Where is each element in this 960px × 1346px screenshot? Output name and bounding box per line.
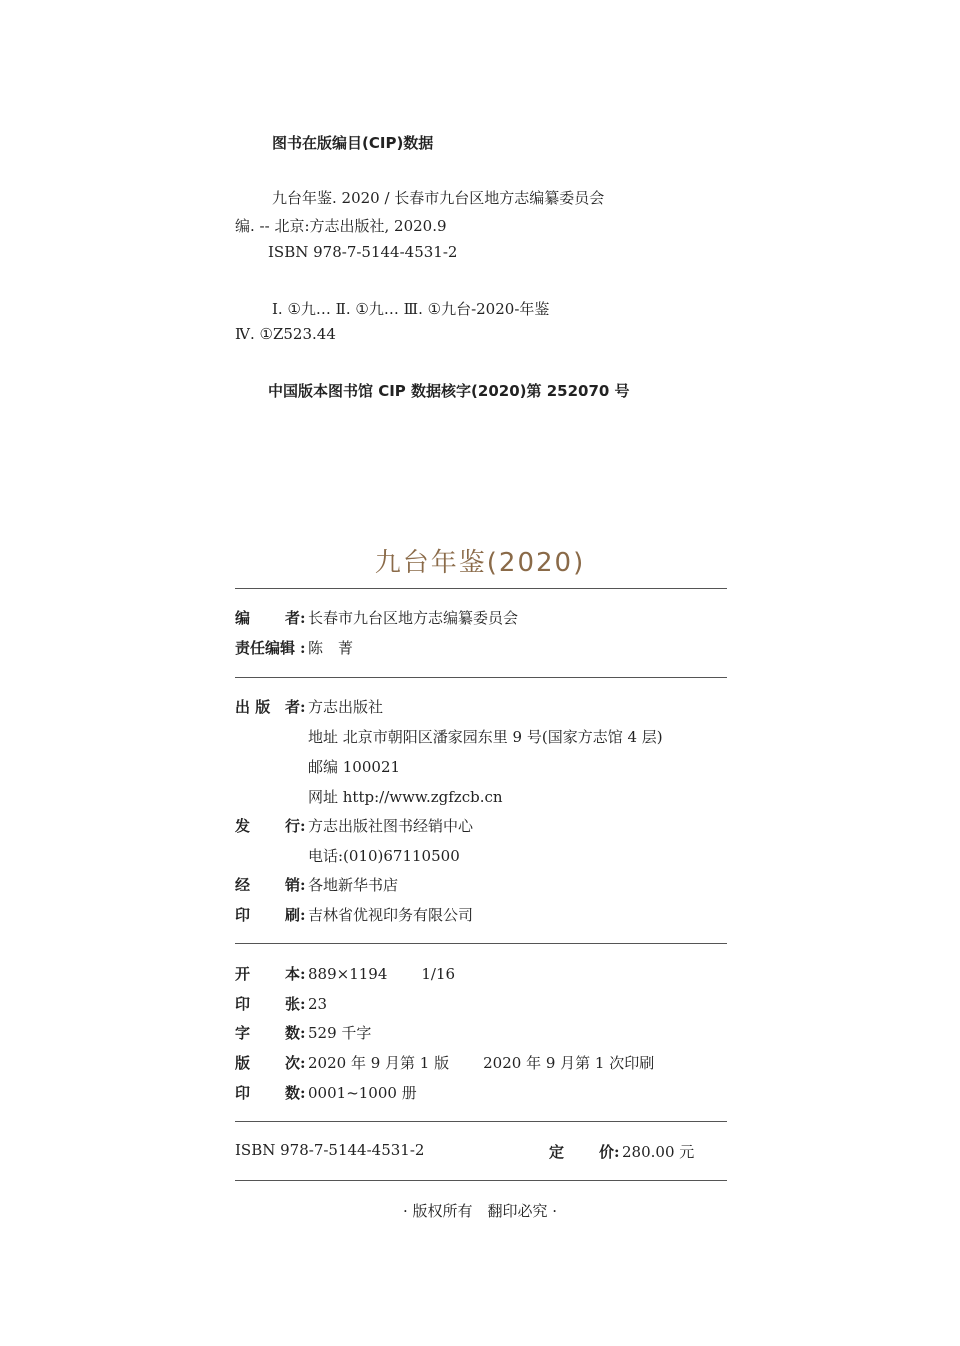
label: 数 — [285, 1084, 301, 1102]
cip-publisher-line: 编. -- 北京:方志出版社, 2020.9 — [235, 217, 447, 235]
publisher-website: 网址 http://www.zgfzcb.cn — [308, 788, 503, 806]
label: 印 — [235, 1084, 251, 1102]
printing-value: 2020 年 9 月第 1 次印刷 — [483, 1054, 655, 1072]
label: 开 — [235, 965, 251, 983]
cip-classification-line: Ⅰ. ①九… Ⅱ. ①九… Ⅲ. ①九台-2020-年鉴 — [272, 300, 550, 318]
label: 次 — [285, 1054, 301, 1072]
label: 定 — [549, 1143, 565, 1161]
format-value: 889×1194 — [308, 965, 388, 983]
cip-isbn-line: ISBN 978-7-5144-4531-2 — [268, 243, 458, 261]
publisher-row: 出 版 者: 方志出版社 — [235, 698, 384, 716]
publisher-address: 地址 北京市朝阳区潘家园东里 9 号(国家方志馆 4 层) — [308, 728, 663, 746]
distributor-phone: 电话:(010)67110500 — [308, 847, 460, 865]
divider — [235, 1180, 727, 1181]
dealer-row: 经 销: 各地新华书店 — [235, 876, 399, 894]
price-value: 280.00 元 — [622, 1143, 695, 1161]
cip-title-line: 九台年鉴. 2020 / 长春市九台区地方志编纂委员会 — [272, 189, 605, 207]
label: 数 — [285, 1024, 301, 1042]
divider — [235, 588, 727, 589]
book-title: 九台年鉴(2020) — [374, 548, 586, 578]
sheets-row: 印 张: 23 — [235, 995, 328, 1013]
label: 发 — [235, 817, 251, 835]
distributor-value: 方志出版社图书经销中心 — [308, 817, 474, 835]
publisher-name: 方志出版社 — [308, 698, 384, 716]
label: 本 — [285, 965, 301, 983]
label: 刷 — [285, 906, 301, 924]
label: 行 — [285, 817, 301, 835]
divider — [235, 943, 727, 944]
edition-row: 版 次: 2020 年 9 月第 1 版 2020 年 9 月第 1 次印刷 — [235, 1054, 655, 1072]
words-value: 529 千字 — [308, 1024, 372, 1042]
editor-row: 编 者: 长春市九台区地方志编纂委员会 — [235, 609, 519, 627]
price-row: 定 价: 280.00 元 — [549, 1143, 695, 1161]
publisher-postcode: 邮编 100021 — [308, 758, 401, 776]
edition-value: 2020 年 9 月第 1 版 — [308, 1054, 450, 1072]
label: 者 — [285, 698, 301, 716]
label: 责任编辑 — [235, 639, 296, 657]
cip-number: 中国版本图书馆 CIP 数据核字(2020)第 252070 号 — [268, 382, 630, 400]
label: 者 — [285, 609, 301, 627]
print-run-row: 印 数: 0001~1000 册 — [235, 1084, 417, 1102]
printer-row: 印 刷: 吉林省优视印务有限公司 — [235, 906, 474, 924]
label: 销 — [285, 876, 301, 894]
label: 经 — [235, 876, 251, 894]
dealer-value: 各地新华书店 — [308, 876, 399, 894]
responsible-editor-value: 陈 菁 — [308, 639, 354, 657]
label: 印 — [235, 906, 251, 924]
isbn-bottom: ISBN 978-7-5144-4531-2 — [235, 1141, 425, 1159]
label: 印 — [235, 995, 251, 1013]
cip-classification-code: Ⅳ. ①Z523.44 — [235, 325, 336, 343]
label: 版 — [235, 1054, 251, 1072]
responsible-editor-row: 责任编辑 : 陈 菁 — [235, 639, 354, 657]
distributor-row: 发 行: 方志出版社图书经销中心 — [235, 817, 474, 835]
editor-value: 长春市九台区地方志编纂委员会 — [308, 609, 519, 627]
format-row: 开 本: 889×1194 1/16 — [235, 965, 456, 983]
copyright-footer: · 版权所有 翻印必究 · — [402, 1202, 558, 1220]
label: 张 — [285, 995, 301, 1013]
divider — [235, 677, 727, 678]
printer-value: 吉林省优视印务有限公司 — [308, 906, 474, 924]
label: 字 — [235, 1024, 251, 1042]
label: 出 版 — [235, 698, 271, 716]
label: 编 — [235, 609, 251, 627]
format-extra: 1/16 — [421, 965, 456, 983]
label: 价 — [599, 1143, 615, 1161]
print-run-value: 0001~1000 册 — [308, 1084, 417, 1102]
divider — [235, 1121, 727, 1122]
sheets-value: 23 — [308, 995, 328, 1013]
cip-heading: 图书在版编目(CIP)数据 — [272, 134, 434, 152]
words-row: 字 数: 529 千字 — [235, 1024, 372, 1042]
